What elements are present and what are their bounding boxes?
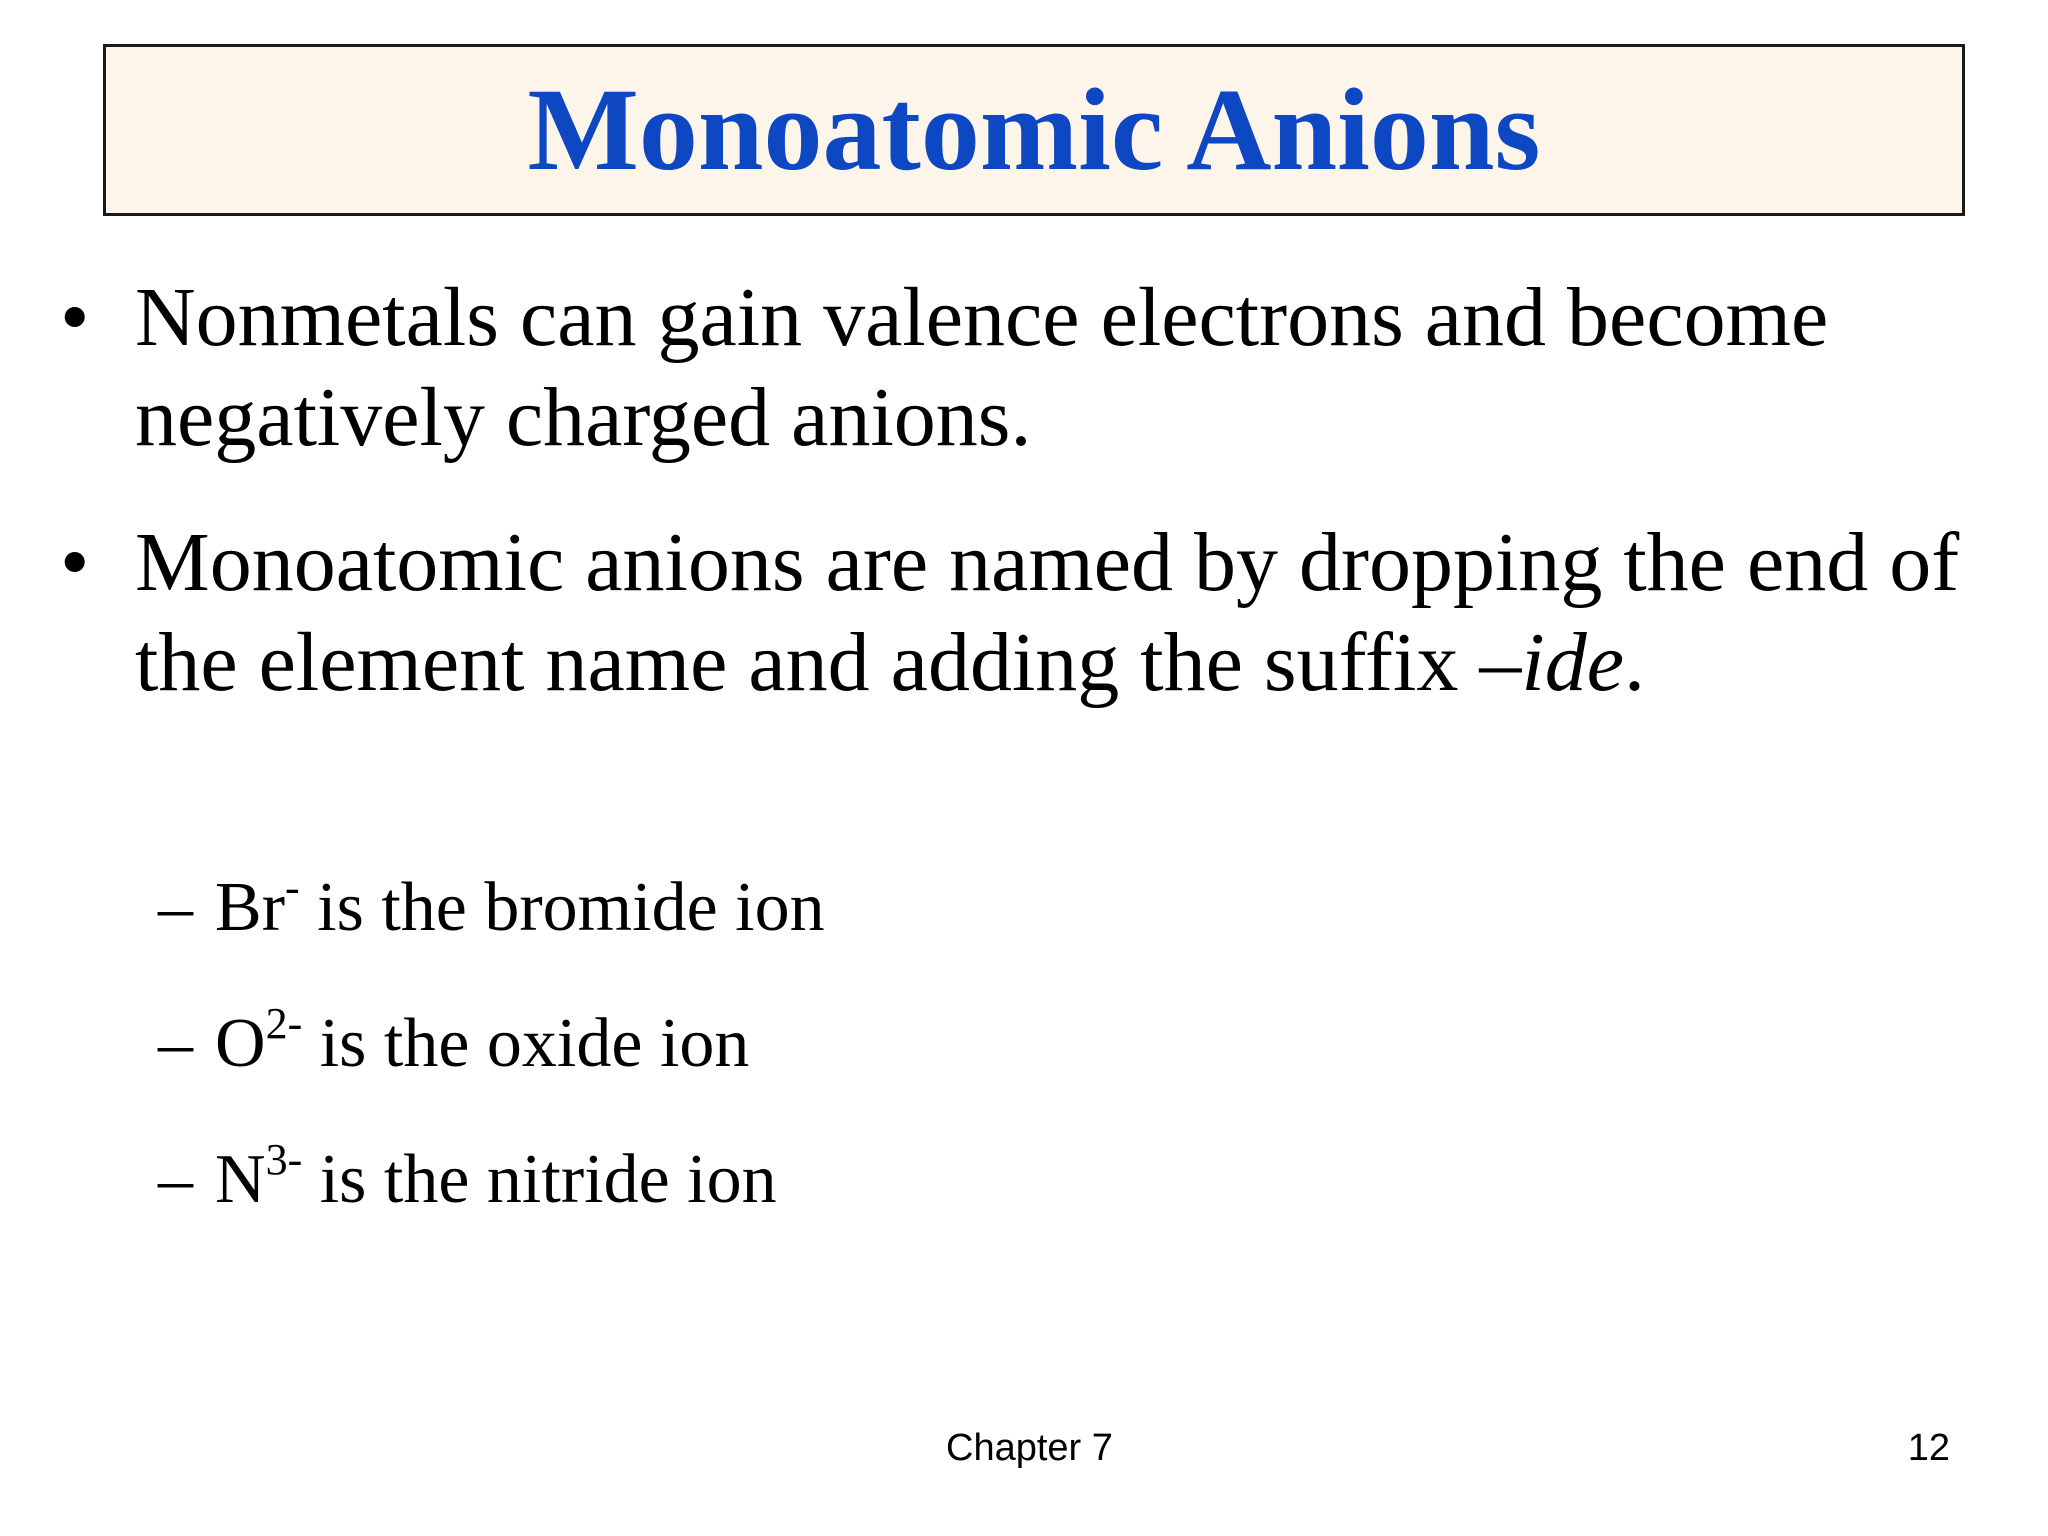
sub-bullet-dash: – [158,1005,193,1082]
ion-description: is the bromide ion [299,869,825,946]
ion-charge: - [285,862,300,912]
bullet-item [60,513,2020,713]
sub-bullet-oxide [158,998,825,1086]
bullet-text: Monoatomic anions are named by dropping the end of the element name and adding the suffix [135,516,1960,709]
sub-bullet-nitride [158,1134,825,1222]
footer-chapter: Chapter 7 [946,1427,1113,1469]
bullet-marker: • [60,516,90,609]
bullet-text: Nonmetals can gain valence electrons and become negatively charged anions. [135,271,1829,464]
ion-charge: 3- [265,1134,303,1184]
ion-symbol: O [215,1005,266,1082]
sub-bullet-dash: – [158,869,193,946]
ion-description: is the oxide ion [302,1005,750,1082]
ion-symbol: N [215,1141,266,1218]
title-box [103,44,1965,216]
bullet-item [60,268,2020,468]
ion-charge: 2- [265,998,303,1048]
bullet-list [60,268,2020,713]
slide-title: Monoatomic Anions [527,64,1541,195]
suffix-ide: –ide [1479,616,1624,709]
sub-bullet-dash: – [158,1141,193,1218]
page-number: 12 [1907,1427,1950,1469]
ion-description: is the nitride ion [302,1141,777,1218]
bullet-marker: • [60,271,90,364]
bullet-text-end: . [1624,616,1645,709]
sub-bullet-bromide [158,862,825,950]
ion-symbol: Br [215,869,285,946]
sub-bullet-list [158,862,825,1222]
